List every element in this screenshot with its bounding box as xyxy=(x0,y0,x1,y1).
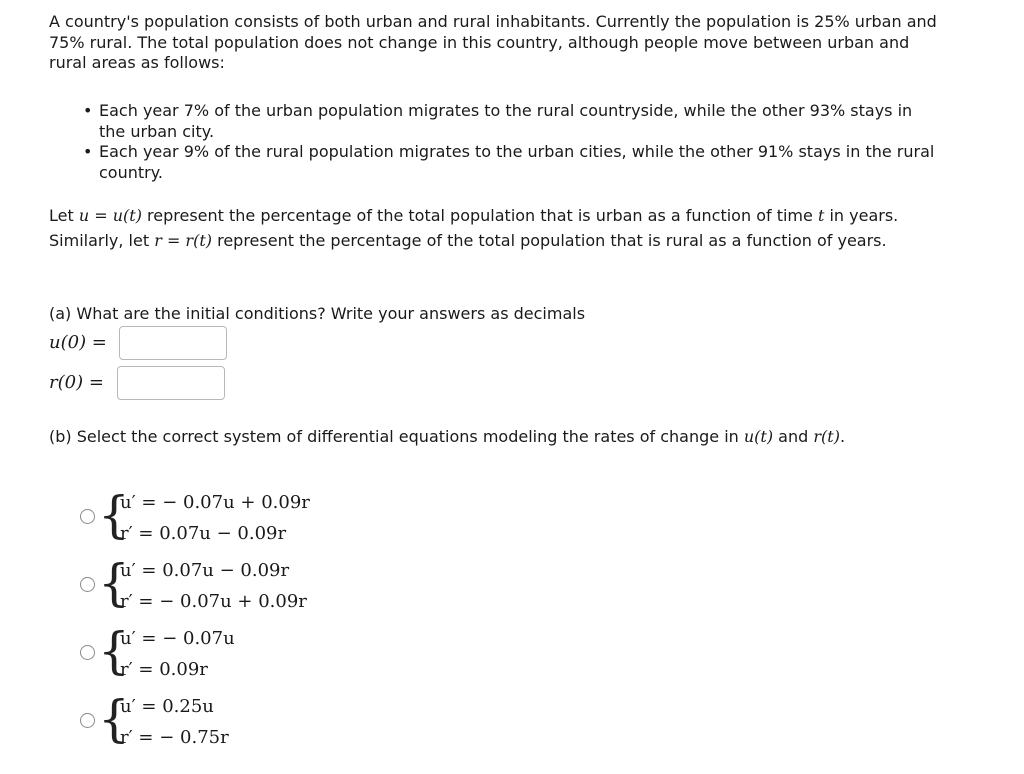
defs-math-r: r = r(t) xyxy=(154,231,212,250)
brace-icon: { xyxy=(98,622,130,680)
variable-definitions xyxy=(49,203,949,253)
option-r-equation: r′ = 0.07u − 0.09r xyxy=(120,523,287,544)
r0-input[interactable] xyxy=(117,366,225,400)
defs-text-4: represent the percentage of the total population that is rural as a function of years. xyxy=(212,231,887,250)
migration-rule-rural: • Each year 9% of the rural population migrates to the urban cities, while the other 91% stays in the rural country. xyxy=(79,142,939,183)
r0-label: r(0) = xyxy=(49,372,104,393)
option-u-equation: u′ = 0.25u xyxy=(120,696,214,717)
option-r-equation: r′ = − 0.75r xyxy=(120,727,229,748)
radio-button[interactable] xyxy=(80,713,95,728)
option-r-equation: r′ = 0.09r xyxy=(120,659,208,680)
defs-math-t: t xyxy=(817,206,825,225)
option-r-equation: r′ = − 0.07u + 0.09r xyxy=(120,591,307,612)
brace-icon: { xyxy=(98,554,130,612)
part-b-text-2: and xyxy=(773,427,814,446)
radio-button[interactable] xyxy=(80,577,95,592)
defs-text-3: in years. Similarly, let xyxy=(49,206,899,250)
defs-text-1: Let xyxy=(49,206,79,225)
radio-button[interactable] xyxy=(80,509,95,524)
part-b-text-3: . xyxy=(839,427,846,446)
system-option-3[interactable] xyxy=(80,622,400,682)
option-u-equation: u′ = − 0.07u xyxy=(120,628,235,649)
system-option-4[interactable] xyxy=(80,690,400,750)
option-u-equation: u′ = 0.07u − 0.09r xyxy=(120,560,290,581)
radio-button[interactable] xyxy=(80,645,95,660)
system-option-1[interactable] xyxy=(80,486,400,546)
u0-label: u(0) = xyxy=(49,332,107,353)
part-b-text-1: (b) Select the correct system of differential equations modeling the rates of change in xyxy=(49,427,744,446)
u0-input[interactable] xyxy=(119,326,227,360)
defs-math-u: u = u(t) xyxy=(78,206,142,225)
system-option-2[interactable] xyxy=(80,554,400,614)
defs-text-2: represent the percentage of the total population that is urban as a function of time xyxy=(141,206,818,225)
brace-icon: { xyxy=(98,690,130,748)
migration-rules-list xyxy=(79,101,939,183)
part-a-prompt: (a) What are the initial conditions? Write your answers as decimals xyxy=(49,304,586,323)
part-b-math-r: r(t) xyxy=(813,427,840,446)
problem-intro: A country's population consists of both urban and rural inhabitants. Currently the population is 25% urban and 75% rural. The total population does not change in this country, although people move between urban and rural areas as follows: xyxy=(49,12,937,72)
part-b-math-u: u(t) xyxy=(743,427,774,446)
brace-icon: { xyxy=(98,486,130,544)
migration-rule-urban: • Each year 7% of the urban population migrates to the rural countryside, while the other 93% stays in the urban city. xyxy=(79,101,939,142)
option-u-equation: u′ = − 0.07u + 0.09r xyxy=(120,492,310,513)
part-b-prompt xyxy=(49,427,845,448)
